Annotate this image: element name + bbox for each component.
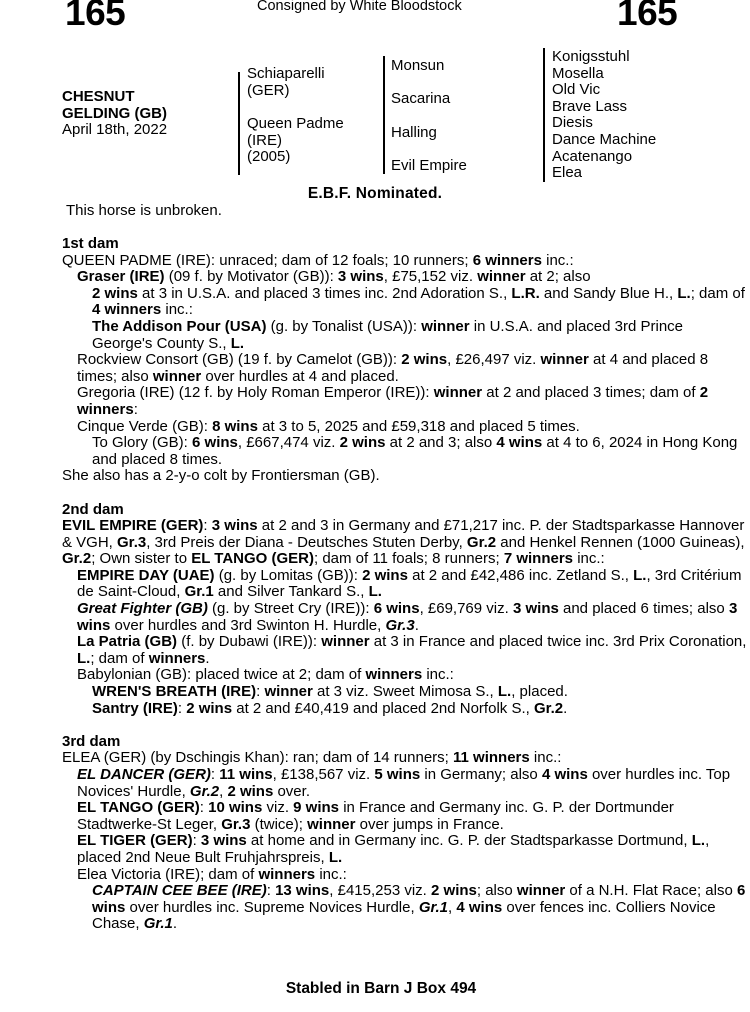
gen3-item: Old Vic — [552, 81, 601, 99]
sire-country: (GER) — [247, 81, 290, 99]
ebf-nomination: E.B.F. Nominated. — [307, 185, 443, 202]
gen3-item: Elea — [552, 164, 583, 182]
gen3-item: Dance Machine — [552, 130, 657, 148]
produce-el-dancer: EL DANCER (GER): 11 wins, £138,567 viz. 5 wins in Germany; also 4 wins over hurdles inc. Top Novices' Hurdle, Gr.2, 2 wins over. — [77, 766, 731, 800]
pedigree-sire — [247, 66, 387, 99]
pedigree-divider-1 — [238, 72, 240, 175]
horse-foaled: April 18th, 2022 — [62, 121, 168, 139]
produce-elea-victoria: Elea Victoria (IRE); dam of winners inc.: — [77, 865, 347, 883]
produce-graser-cont: 2 wins at 3 in U.S.A. and placed 3 times inc. 2nd Adoration S., L.R. and Sandy Blue H., L.; dam of 4 winners inc.: — [92, 284, 745, 319]
first-dam-intro: QUEEN PADME (IRE): unraced; dam of 12 foals; 10 runners; 6 winners inc.: — [62, 251, 574, 269]
third-dam-intro: ELEA (GER) (by Dschingis Khan): ran; dam of 14 runners; 11 winners inc.: — [62, 749, 562, 767]
first-dam-also: She also has a 2-y-o colt by Frontiersman (GB). — [62, 467, 380, 485]
horse-description — [62, 89, 237, 139]
gen3-item: Konigsstuhl — [552, 48, 630, 65]
gen3-item: Acatenango — [552, 147, 633, 165]
horse-sex: GELDING (GB) — [62, 104, 167, 122]
first-dam-heading: 1st dam — [62, 235, 119, 252]
pedigree-gen3 — [552, 49, 742, 182]
pedigree-gen2-4: Evil Empire — [391, 157, 467, 174]
unbroken-note: This horse is unbroken. — [66, 202, 222, 219]
pedigree-gen2-3: Halling — [391, 124, 437, 141]
produce-to-glory: To Glory (GB): 6 wins, £667,474 viz. 2 wins at 2 and 3; also 4 wins at 4 to 6, 2024 in Hong Kong and placed 8 times. — [92, 434, 738, 468]
produce-great-fighter: Great Fighter (GB) (g. by Street Cry (IRE)): 6 wins, £69,769 viz. 3 wins and placed 6 times; also 3 wins over hurdles and 3rd Swinton H. Hurdle, Gr.3. — [77, 600, 738, 634]
second-dam-heading: 2nd dam — [62, 500, 124, 518]
produce-gregoria: Gregoria (IRE) (12 f. by Holy Roman Emperor (IRE)): winner at 2 and placed 3 times; dam of 2 winners: — [77, 384, 709, 418]
produce-empire-day: EMPIRE DAY (UAE) (g. by Lomitas (GB)): 2 wins at 2 and £42,486 inc. Zetland S., L., 3rd Critérium de Saint-Cloud, Gr.1 and Silver Tankard S., L. — [77, 566, 742, 601]
dam-country: (IRE) — [247, 131, 282, 149]
sire-name: Schiaparelli — [247, 65, 325, 82]
pedigree-gen2-1: Monsun — [391, 57, 445, 74]
pedigree-divider-3 — [543, 48, 545, 182]
lot-number-right: 165 — [617, 0, 678, 33]
dam-name: Queen Padme — [247, 115, 344, 132]
catalogue-body — [62, 236, 747, 933]
pedigree-gen2-2: Sacarina — [391, 90, 451, 107]
produce-addison-pour: The Addison Pour (USA) (g. by Tonalist (USA)): winner in U.S.A. and placed 3rd Prince George's County S., L. — [92, 317, 684, 352]
produce-el-tango: EL TANGO (GER): 10 wins viz. 9 wins in France and Germany inc. G. P. der Dortmunder Stadtwerke-St Leger, Gr.3 (twice); winner over jumps in France. — [77, 799, 674, 833]
gen3-item: Mosella — [552, 64, 604, 82]
produce-wrens-breath: WREN'S BREATH (IRE): winner at 3 viz. Sweet Mimosa S., L., placed. — [92, 683, 568, 701]
produce-graser: Graser (IRE) (09 f. by Motivator (GB)): 3 wins, £75,152 viz. winner at 2; also — [77, 268, 591, 286]
produce-captain-cee-bee: CAPTAIN CEE BEE (IRE): 13 wins, £415,253 viz. 2 wins; also winner of a N.H. Flat Race; also 6 wins over hurdles inc. Supreme Novices Hurdle, Gr.1, 4 wins over fences inc. Colliers Novice Chase, Gr.1. — [92, 882, 746, 933]
gen3-item: Diesis — [552, 114, 593, 132]
dam-year: (2005) — [247, 148, 291, 166]
lot-number-left: 165 — [65, 0, 126, 33]
horse-colour: CHESNUT — [62, 88, 135, 105]
produce-rockview: Rockview Consort (GB) (19 f. by Camelot (GB)): 2 wins, £26,497 viz. winner at 4 and placed 8 times; also winner over hurdles at 4 and placed. — [77, 351, 709, 385]
produce-la-patria: La Patria (GB) (f. by Dubawi (IRE)): winner at 3 in France and placed twice inc. 3rd Prix Coronation, L.; dam of winners. — [77, 633, 747, 667]
second-dam-intro: EVIL EMPIRE (GER): 3 wins at 2 and 3 in Germany and £71,217 inc. P. der Stadtsparkasse Hannover & VGH, Gr.3, 3rd Preis der Diana - Deutsches Stuten Derby, Gr.2 and Henkel Rennen (1000 Guineas), Gr.2; Own sister to EL TANGO (GER); dam of 11 foals; 8 runners; 7 winners inc.: — [62, 517, 745, 568]
produce-cinque-verde: Cinque Verde (GB): 8 wins at 3 to 5, 2025 and £59,318 and placed 5 times. — [77, 417, 580, 435]
stabling-location: Stabled in Barn J Box 494 — [285, 980, 477, 997]
produce-el-tiger: EL TIGER (GER): 3 wins at home and in Germany inc. G. P. der Stadtsparkasse Dortmund, L., placed 2nd Neue Bult Fruhjahrspreis, L. — [77, 832, 710, 866]
produce-babylonian: Babylonian (GB): placed twice at 2; dam of winners inc.: — [77, 666, 454, 684]
pedigree-dam — [247, 116, 387, 166]
third-dam-heading: 3rd dam — [62, 732, 121, 750]
produce-santry: Santry (IRE): 2 wins at 2 and £40,419 and placed 2nd Norfolk S., Gr.2. — [92, 699, 568, 717]
consignor: Consigned by White Bloodstock — [257, 0, 462, 14]
gen3-item: Brave Lass — [552, 97, 628, 115]
